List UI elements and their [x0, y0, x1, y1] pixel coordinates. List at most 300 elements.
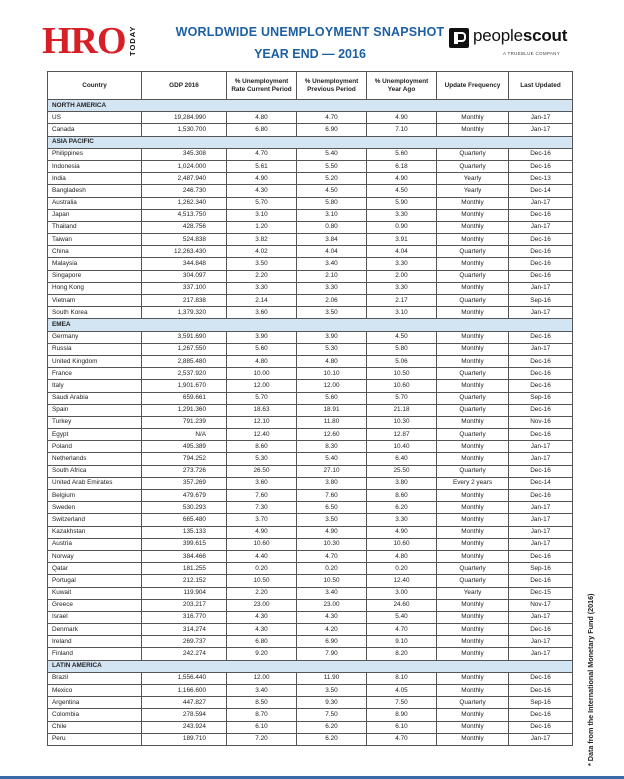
today-logo-text: TODAY	[127, 25, 137, 57]
country-cell: Spain	[48, 404, 142, 416]
year-ago-cell: 25.50	[367, 465, 437, 477]
region-row	[48, 136, 573, 148]
previous-rate-cell: 6.20	[297, 733, 367, 745]
country-cell: Canada	[48, 124, 142, 136]
frequency-cell: Monthly	[437, 514, 509, 526]
year-ago-cell: 4.90	[367, 526, 437, 538]
table-row	[48, 392, 573, 404]
year-ago-cell: 8.20	[367, 648, 437, 660]
previous-rate-cell: 6.90	[297, 124, 367, 136]
last-updated-cell: Dec-16	[509, 270, 573, 282]
last-updated-cell: Dec-16	[509, 258, 573, 270]
peoplescout-mark-icon	[449, 28, 469, 48]
last-updated-cell: Nov-17	[509, 599, 573, 611]
table-row	[48, 733, 573, 745]
gdp-cell: 4,513.750	[142, 209, 227, 221]
last-updated-cell: Dec-16	[509, 355, 573, 367]
last-updated-cell: Jan-17	[509, 441, 573, 453]
table-row	[48, 490, 573, 502]
gdp-cell: 1,530.700	[142, 124, 227, 136]
gdp-cell: 2,537.920	[142, 368, 227, 380]
gdp-cell: 530.293	[142, 502, 227, 514]
year-ago-cell: 0.20	[367, 563, 437, 575]
table-row	[48, 368, 573, 380]
country-cell: Portugal	[48, 575, 142, 587]
table-row	[48, 282, 573, 294]
year-ago-cell: 4.50	[367, 185, 437, 197]
gdp-cell: 1,556.440	[142, 672, 227, 684]
country-cell: Egypt	[48, 429, 142, 441]
country-cell: United Kingdom	[48, 355, 142, 367]
year-ago-cell: 3.80	[367, 477, 437, 489]
region-label: NORTH AMERICA	[48, 100, 573, 112]
last-updated-cell: Dec-15	[509, 587, 573, 599]
previous-rate-cell: 12.60	[297, 429, 367, 441]
current-rate-cell: 4.90	[227, 526, 297, 538]
country-cell: Norway	[48, 550, 142, 562]
previous-rate-cell: 6.50	[297, 502, 367, 514]
last-updated-cell: Dec-16	[509, 404, 573, 416]
partner-tagline: A TRUEBLUE COMPANY	[503, 51, 560, 56]
previous-rate-cell: 23.00	[297, 599, 367, 611]
last-updated-cell: Jan-17	[509, 648, 573, 660]
previous-rate-cell: 10.30	[297, 538, 367, 550]
previous-rate-cell: 27.10	[297, 465, 367, 477]
last-updated-cell: Jan-17	[509, 307, 573, 319]
table-row	[48, 380, 573, 392]
source-footnote: * Data from the International Monetary Fund (2016)	[586, 593, 595, 766]
previous-rate-cell: 9.30	[297, 697, 367, 709]
frequency-cell: Monthly	[437, 526, 509, 538]
year-ago-cell: 4.50	[367, 331, 437, 343]
previous-rate-cell: 4.70	[297, 550, 367, 562]
current-rate-cell: 2.14	[227, 295, 297, 307]
last-updated-cell: Dec-16	[509, 148, 573, 160]
title-line-1: WORLDWIDE UNEMPLOYMENT SNAPSHOT	[175, 25, 445, 39]
frequency-cell: Quarterly	[437, 392, 509, 404]
previous-rate-cell: 5.60	[297, 392, 367, 404]
country-cell: Greece	[48, 599, 142, 611]
last-updated-cell: Jan-17	[509, 197, 573, 209]
year-ago-cell: 10.60	[367, 538, 437, 550]
current-rate-cell: 8.50	[227, 697, 297, 709]
table-row	[48, 477, 573, 489]
year-ago-cell: 6.18	[367, 160, 437, 172]
table-row	[48, 441, 573, 453]
frequency-cell: Monthly	[437, 209, 509, 221]
gdp-cell: 794.252	[142, 453, 227, 465]
table-row	[48, 307, 573, 319]
country-cell: Denmark	[48, 624, 142, 636]
gdp-cell: 304.097	[142, 270, 227, 282]
year-ago-cell: 8.10	[367, 672, 437, 684]
last-updated-cell: Jan-17	[509, 282, 573, 294]
frequency-cell: Monthly	[437, 599, 509, 611]
frequency-cell: Monthly	[437, 721, 509, 733]
gdp-cell: 791.239	[142, 416, 227, 428]
year-ago-cell: 3.30	[367, 258, 437, 270]
frequency-cell: Quarterly	[437, 368, 509, 380]
current-rate-cell: 12.10	[227, 416, 297, 428]
previous-rate-cell: 5.80	[297, 197, 367, 209]
last-updated-cell: Jan-17	[509, 733, 573, 745]
region-row	[48, 100, 573, 112]
current-rate-cell: 3.60	[227, 477, 297, 489]
previous-rate-cell: 3.30	[297, 282, 367, 294]
region-row	[48, 319, 573, 331]
current-rate-cell: 3.40	[227, 685, 297, 697]
frequency-cell: Monthly	[437, 490, 509, 502]
table-row	[48, 160, 573, 172]
last-updated-cell: Dec-16	[509, 246, 573, 258]
table-row	[48, 685, 573, 697]
country-cell: Qatar	[48, 563, 142, 575]
last-updated-cell: Dec-16	[509, 709, 573, 721]
frequency-cell: Monthly	[437, 733, 509, 745]
table-row	[48, 355, 573, 367]
year-ago-cell: 5.60	[367, 148, 437, 160]
frequency-cell: Monthly	[437, 550, 509, 562]
gdp-cell: 246.730	[142, 185, 227, 197]
wordmark-scout: scout	[522, 26, 568, 45]
year-ago-cell: 0.90	[367, 221, 437, 233]
last-updated-cell: Dec-14	[509, 477, 573, 489]
table-row	[48, 343, 573, 355]
table-row	[48, 709, 573, 721]
current-rate-cell: 3.82	[227, 234, 297, 246]
previous-rate-cell: 11.90	[297, 672, 367, 684]
frequency-cell: Yearly	[437, 587, 509, 599]
current-rate-cell: 6.10	[227, 721, 297, 733]
table-row	[48, 246, 573, 258]
gdp-cell: 1,267.550	[142, 343, 227, 355]
current-rate-cell: 4.30	[227, 185, 297, 197]
country-cell: Bangladesh	[48, 185, 142, 197]
gdp-cell: 1,166.600	[142, 685, 227, 697]
last-updated-cell: Dec-16	[509, 685, 573, 697]
hro-logo-text: HRO	[42, 20, 126, 62]
frequency-cell: Monthly	[437, 636, 509, 648]
peoplescout-wordmark	[473, 26, 567, 46]
gdp-cell: 1,262.340	[142, 197, 227, 209]
frequency-cell: Monthly	[437, 282, 509, 294]
last-updated-cell: Jan-17	[509, 124, 573, 136]
gdp-cell: 345.308	[142, 148, 227, 160]
previous-rate-cell: 5.50	[297, 160, 367, 172]
column-header: % Unemployment Rate Current Period	[227, 72, 297, 100]
current-rate-cell: 2.20	[227, 587, 297, 599]
frequency-cell: Monthly	[437, 685, 509, 697]
table-row	[48, 697, 573, 709]
table-row	[48, 270, 573, 282]
frequency-cell: Quarterly	[437, 246, 509, 258]
table-row	[48, 404, 573, 416]
gdp-cell: 399.615	[142, 538, 227, 550]
year-ago-cell: 2.00	[367, 270, 437, 282]
previous-rate-cell: 3.50	[297, 307, 367, 319]
frequency-cell: Monthly	[437, 221, 509, 233]
frequency-cell: Monthly	[437, 502, 509, 514]
current-rate-cell: 4.70	[227, 148, 297, 160]
previous-rate-cell: 18.91	[297, 404, 367, 416]
frequency-cell: Monthly	[437, 355, 509, 367]
country-cell: Taiwan	[48, 234, 142, 246]
last-updated-cell: Jan-17	[509, 502, 573, 514]
gdp-cell: 524.838	[142, 234, 227, 246]
country-cell: Italy	[48, 380, 142, 392]
previous-rate-cell: 6.20	[297, 721, 367, 733]
previous-rate-cell: 5.40	[297, 148, 367, 160]
current-rate-cell: 4.40	[227, 550, 297, 562]
previous-rate-cell: 10.10	[297, 368, 367, 380]
country-cell: Austria	[48, 538, 142, 550]
country-cell: Ireland	[48, 636, 142, 648]
current-rate-cell: 12.40	[227, 429, 297, 441]
year-ago-cell: 12.40	[367, 575, 437, 587]
gdp-cell: 314.274	[142, 624, 227, 636]
table-row	[48, 331, 573, 343]
gdp-cell: 495.389	[142, 441, 227, 453]
last-updated-cell: Jan-17	[509, 636, 573, 648]
current-rate-cell: 5.70	[227, 392, 297, 404]
current-rate-cell: 12.00	[227, 380, 297, 392]
country-cell: Chile	[48, 721, 142, 733]
last-updated-cell: Dec-16	[509, 209, 573, 221]
gdp-cell: 1,379.320	[142, 307, 227, 319]
last-updated-cell: Dec-16	[509, 672, 573, 684]
table-row	[48, 611, 573, 623]
country-cell: Poland	[48, 441, 142, 453]
country-cell: Russia	[48, 343, 142, 355]
last-updated-cell: Jan-17	[509, 221, 573, 233]
frequency-cell: Quarterly	[437, 295, 509, 307]
previous-rate-cell: 8.30	[297, 441, 367, 453]
year-ago-cell: 5.80	[367, 343, 437, 355]
frequency-cell: Quarterly	[437, 697, 509, 709]
last-updated-cell: Jan-17	[509, 611, 573, 623]
year-ago-cell: 4.90	[367, 173, 437, 185]
column-header: Country	[48, 72, 142, 100]
current-rate-cell: 3.30	[227, 282, 297, 294]
country-cell: Kuwait	[48, 587, 142, 599]
current-rate-cell: 5.61	[227, 160, 297, 172]
gdp-cell: 665.480	[142, 514, 227, 526]
country-cell: Israel	[48, 611, 142, 623]
frequency-cell: Monthly	[437, 648, 509, 660]
column-header: GDP 2016	[142, 72, 227, 100]
gdp-cell: 1,901.670	[142, 380, 227, 392]
frequency-cell: Monthly	[437, 112, 509, 124]
current-rate-cell: 2.20	[227, 270, 297, 282]
country-cell: US	[48, 112, 142, 124]
last-updated-cell: Nov-16	[509, 416, 573, 428]
country-cell: United Arab Emirates	[48, 477, 142, 489]
frequency-cell: Every 2 years	[437, 477, 509, 489]
previous-rate-cell: 10.50	[297, 575, 367, 587]
gdp-cell: 273.726	[142, 465, 227, 477]
year-ago-cell: 3.30	[367, 209, 437, 221]
gdp-cell: 203.217	[142, 599, 227, 611]
year-ago-cell: 10.50	[367, 368, 437, 380]
column-header: % Unemployment Year Ago	[367, 72, 437, 100]
current-rate-cell: 26.50	[227, 465, 297, 477]
last-updated-cell: Dec-16	[509, 550, 573, 562]
country-cell: South Africa	[48, 465, 142, 477]
last-updated-cell: Dec-16	[509, 234, 573, 246]
last-updated-cell: Dec-16	[509, 721, 573, 733]
year-ago-cell: 12.87	[367, 429, 437, 441]
country-cell: Malaysia	[48, 258, 142, 270]
previous-rate-cell: 11.80	[297, 416, 367, 428]
frequency-cell: Monthly	[437, 453, 509, 465]
country-cell: Switzerland	[48, 514, 142, 526]
previous-rate-cell: 7.60	[297, 490, 367, 502]
country-cell: Philippines	[48, 148, 142, 160]
page-title	[170, 25, 450, 61]
region-label: LATIN AMERICA	[48, 660, 573, 672]
frequency-cell: Yearly	[437, 173, 509, 185]
year-ago-cell: 3.91	[367, 234, 437, 246]
frequency-cell: Monthly	[437, 197, 509, 209]
gdp-cell: 2,885.480	[142, 355, 227, 367]
unemployment-table	[47, 71, 573, 746]
frequency-cell: Monthly	[437, 416, 509, 428]
gdp-cell: 135.133	[142, 526, 227, 538]
table-row	[48, 173, 573, 185]
current-rate-cell: 6.80	[227, 124, 297, 136]
peoplescout-logo	[449, 26, 579, 60]
current-rate-cell: 7.60	[227, 490, 297, 502]
gdp-cell: 384.466	[142, 550, 227, 562]
table-row	[48, 209, 573, 221]
current-rate-cell: 4.02	[227, 246, 297, 258]
current-rate-cell: 5.60	[227, 343, 297, 355]
country-cell: Australia	[48, 197, 142, 209]
table-row	[48, 234, 573, 246]
year-ago-cell: 10.30	[367, 416, 437, 428]
country-cell: India	[48, 173, 142, 185]
gdp-cell: 1,024.000	[142, 160, 227, 172]
country-cell: Argentina	[48, 697, 142, 709]
year-ago-cell: 4.04	[367, 246, 437, 258]
gdp-cell: 1,291.360	[142, 404, 227, 416]
last-updated-cell: Dec-14	[509, 185, 573, 197]
previous-rate-cell: 6.90	[297, 636, 367, 648]
frequency-cell: Monthly	[437, 709, 509, 721]
current-rate-cell: 7.20	[227, 733, 297, 745]
gdp-cell: 217.838	[142, 295, 227, 307]
last-updated-cell: Sep-16	[509, 563, 573, 575]
year-ago-cell: 5.90	[367, 197, 437, 209]
table-row	[48, 538, 573, 550]
frequency-cell: Monthly	[437, 611, 509, 623]
frequency-cell: Monthly	[437, 624, 509, 636]
current-rate-cell: 23.00	[227, 599, 297, 611]
current-rate-cell: 3.10	[227, 209, 297, 221]
table-row	[48, 258, 573, 270]
gdp-cell: 19,284.990	[142, 112, 227, 124]
current-rate-cell: 6.80	[227, 636, 297, 648]
previous-rate-cell: 0.20	[297, 563, 367, 575]
current-rate-cell: 3.70	[227, 514, 297, 526]
last-updated-cell: Jan-17	[509, 538, 573, 550]
last-updated-cell: Dec-13	[509, 173, 573, 185]
last-updated-cell: Sep-16	[509, 295, 573, 307]
country-cell: Finland	[48, 648, 142, 660]
gdp-cell: 357.269	[142, 477, 227, 489]
current-rate-cell: 4.80	[227, 112, 297, 124]
year-ago-cell: 4.80	[367, 550, 437, 562]
current-rate-cell: 4.30	[227, 624, 297, 636]
current-rate-cell: 0.20	[227, 563, 297, 575]
title-line-2: YEAR END — 2016	[254, 47, 366, 61]
frequency-cell: Monthly	[437, 307, 509, 319]
gdp-cell: 189.710	[142, 733, 227, 745]
country-cell: China	[48, 246, 142, 258]
previous-rate-cell: 5.20	[297, 173, 367, 185]
last-updated-cell: Dec-16	[509, 465, 573, 477]
country-cell: Kazakhstan	[48, 526, 142, 538]
current-rate-cell: 3.60	[227, 307, 297, 319]
country-cell: Brazil	[48, 672, 142, 684]
table-row	[48, 672, 573, 684]
previous-rate-cell: 4.70	[297, 112, 367, 124]
year-ago-cell: 3.00	[367, 587, 437, 599]
year-ago-cell: 5.70	[367, 392, 437, 404]
frequency-cell: Quarterly	[437, 429, 509, 441]
previous-rate-cell: 0.80	[297, 221, 367, 233]
gdp-cell: 3,591.690	[142, 331, 227, 343]
current-rate-cell: 4.90	[227, 173, 297, 185]
year-ago-cell: 4.90	[367, 112, 437, 124]
previous-rate-cell: 2.06	[297, 295, 367, 307]
year-ago-cell: 21.18	[367, 404, 437, 416]
current-rate-cell: 3.90	[227, 331, 297, 343]
frequency-cell: Monthly	[437, 258, 509, 270]
gdp-cell: N/A	[142, 429, 227, 441]
table-row	[48, 587, 573, 599]
current-rate-cell: 9.20	[227, 648, 297, 660]
current-rate-cell: 12.00	[227, 672, 297, 684]
year-ago-cell: 2.17	[367, 295, 437, 307]
table-row	[48, 295, 573, 307]
gdp-cell: 344.848	[142, 258, 227, 270]
year-ago-cell: 8.60	[367, 490, 437, 502]
country-cell: France	[48, 368, 142, 380]
table-row	[48, 197, 573, 209]
table-body	[48, 100, 573, 746]
country-cell: Netherlands	[48, 453, 142, 465]
frequency-cell: Monthly	[437, 331, 509, 343]
previous-rate-cell: 3.50	[297, 514, 367, 526]
frequency-cell: Monthly	[437, 380, 509, 392]
previous-rate-cell: 3.80	[297, 477, 367, 489]
table-row	[48, 624, 573, 636]
last-updated-cell: Jan-17	[509, 343, 573, 355]
table-row	[48, 429, 573, 441]
last-updated-cell: Dec-16	[509, 368, 573, 380]
year-ago-cell: 3.10	[367, 307, 437, 319]
gdp-cell: 181.255	[142, 563, 227, 575]
previous-rate-cell: 3.90	[297, 331, 367, 343]
table-row	[48, 514, 573, 526]
last-updated-cell: Dec-16	[509, 624, 573, 636]
frequency-cell: Quarterly	[437, 148, 509, 160]
last-updated-cell: Dec-16	[509, 380, 573, 392]
country-cell: Saudi Arabia	[48, 392, 142, 404]
current-rate-cell: 5.70	[227, 197, 297, 209]
year-ago-cell: 6.10	[367, 721, 437, 733]
